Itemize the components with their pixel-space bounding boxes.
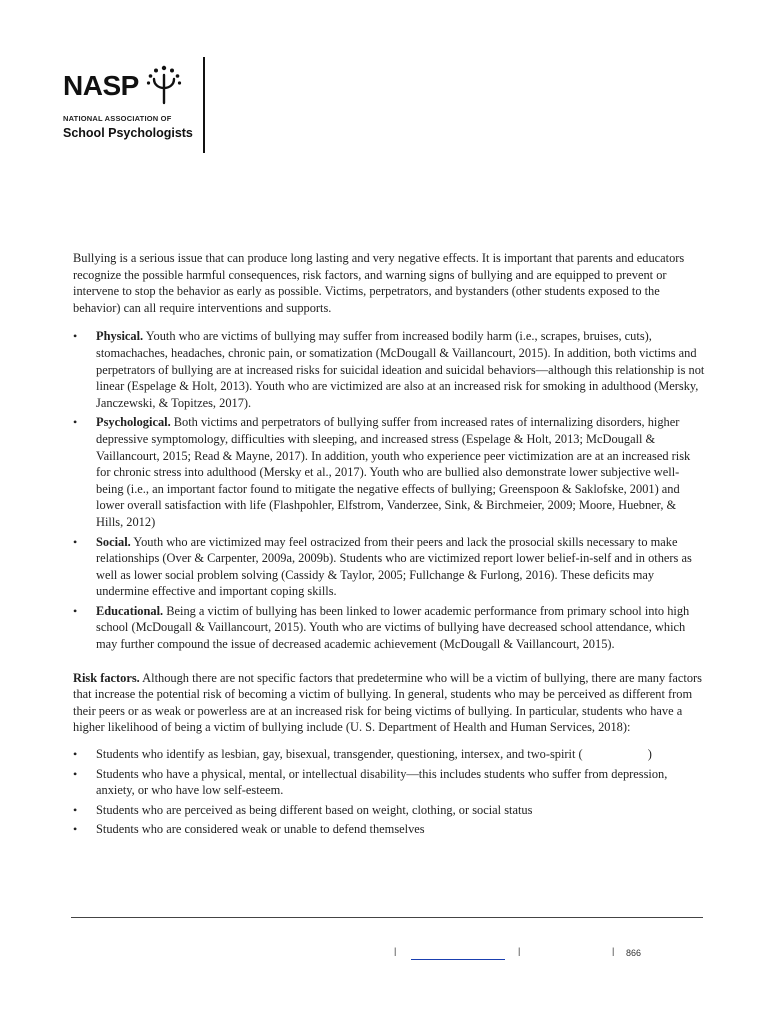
effect-label: Psychological. [96,415,171,430]
effect-text: Both victims and perpetrators of bullying suffer from increased rates of internalizing disorders, higher depressive symptomology, difficulties with sleeping, and increased stress (Espelage & Holt, 2013; McDougall & Vaillancourt, 2015; Read & Mayne, 2017). In addition, youth who experience peer victimization are at an increased risk for chronic stress into adulthood (Mersky et al., 2017). Youth who are bullied also demonstrate lower subjective well-being (i.e., an important factor found to mitigate the negative effects of bullying; Greenspoon & Saklofske, 2001) and lower overall satisfaction with life (Flashpohler, Elfstrom, Vanderzee, Sink, & Birchmeier, 2009; Moore, Huebner, & Hills, 2012) [96,415,691,529]
effects-list [73,328,705,652]
effect-social [73,534,705,600]
bullet-icon: • [73,747,78,762]
page-footer [0,946,768,962]
header-divider [203,57,205,153]
risk-item [73,802,705,819]
risk-item-text: Students who have a physical, mental, or intellectual disability—this includes students who suffer from depression, anxiety, or who have low self-esteem. [96,766,668,798]
effect-label: Physical. [96,329,144,344]
nasp-logo [63,62,213,154]
risk-factors-paragraph [73,670,705,736]
effect-label: Social. [96,534,131,549]
bullet-icon: • [73,802,78,817]
risk-item [73,821,705,838]
risk-item [73,746,705,763]
risk-text: Although there are not specific factors that predetermine who will be a victim of bullying, there are many factors that increase the potential risk of becoming a victim of bullying. In general, students who may be perceived as different from their peers or as weak or powerless are at an increased risk for being victims of bullying. In particular, students who have a higher likelihood of being a victim of bullying include (U. S. Department of Health and Human Services, 2018): [73,670,702,735]
footer-link[interactable] [411,959,505,960]
risk-item [73,766,705,799]
risk-item-text: Students who identify as lesbian, gay, bisexual, transgender, questioning, intersex, and two-spirit ( ) [96,747,652,762]
effect-text: Youth who are victims of bullying may suffer from increased bodily harm (i.e., scrapes, bruises, cuts), stomachaches, headaches, chronic pain, or somatization (McDougall & Vaillancourt, 2015). In addition, both victims and perpetrators of bullying are at increased risks for suicidal ideation and suicidal behaviors—although this relationship is not linear (Espelage & Holt, 2013). Youth who are victimized are also at an increased risk for smoking in adulthood (Mersky, Janczewski, & Topitzes, 2017). [96,329,705,410]
effect-educational [73,603,705,653]
effect-psychological [73,414,705,530]
bullet-icon: • [73,329,78,344]
document-body [73,250,705,841]
bullet-icon: • [73,415,78,430]
risk-item-text: Students who are perceived as being different based on weight, clothing, or social status [96,802,533,817]
risk-label: Risk factors. [73,670,140,685]
footer-separator: | [612,946,615,956]
bullet-icon: • [73,766,78,781]
effect-text: Being a victim of bullying has been linked to lower academic performance from primary school into high school (McDougall & Vaillancourt, 2015). Youth who are victims of bullying have decreased school attendance, which may further compound the issue of decreased academic achievement (McDougall & Vaillancourt, 2015). [96,603,690,652]
logo-org-line2: School Psychologists [63,126,193,140]
risk-factors-list [73,746,705,838]
bullet-icon: • [73,603,78,618]
footer-separator: | [518,946,521,956]
bullet-icon: • [73,534,78,549]
logo-org-line1: NATIONAL ASSOCIATION OF [63,114,172,123]
logo-acronym: NASP [63,70,139,101]
effect-text: Youth who are victimized may feel ostracized from their peers and lack the prosocial skills necessary to make relationships (Over & Carpenter, 2009a, 2009b). Students who are victimized report lower belief-in-self and in others as well as lower social problem solving (Cassidy & Taylor, 2005; Fullchange & Furlong, 2016). These deficits may undermine effective and important coping skills. [96,534,692,599]
intro-paragraph: Bullying is a serious issue that can produce long lasting and very negative effects. It is important that parents and educators recognize the possible harmful consequences, risk factors, and warning signs of bullying and are equipped to prevent or intervene to stop the behavior as early as possible. Victims, perpetrators, and bystanders (other students exposed to the behavior) can all require interventions and supports. [73,251,685,315]
effect-physical [73,328,705,411]
bullet-icon: • [73,822,78,837]
footer-divider [71,917,703,918]
risk-item-text: Students who are considered weak or unable to defend themselves [96,822,425,837]
effect-label: Educational. [96,603,164,618]
footer-separator: | [394,946,397,956]
page-number: 866 [626,948,642,958]
psi-sunburst-icon [146,65,182,105]
